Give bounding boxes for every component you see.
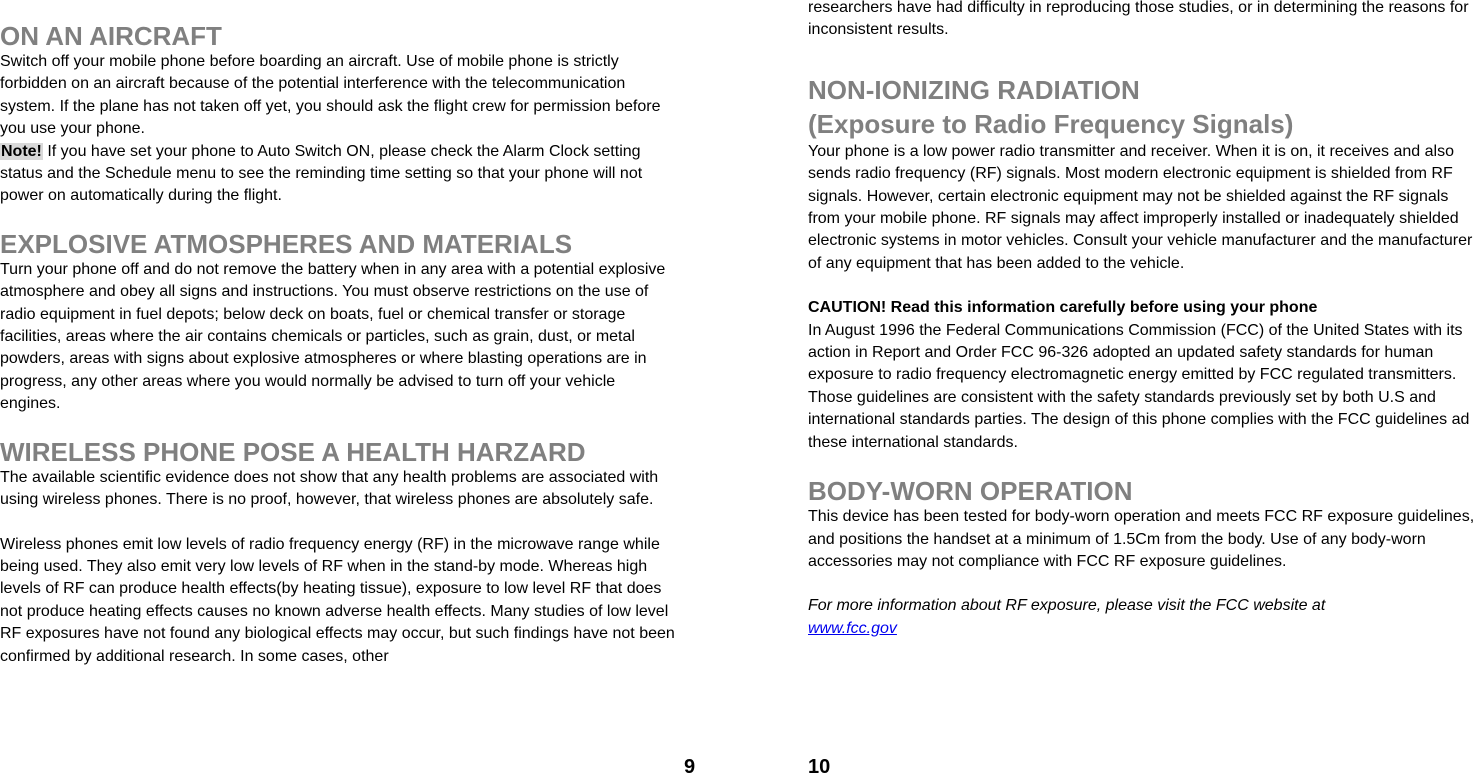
explosive-paragraph: Turn your phone off and do not remove the battery when in any area with a potential explosive atmosphere and obey all signs and instructions. You must observe restrictions on the use of radio equipment in fuel depots; below deck on boats, fuel or chemical transfer or storage facilities, areas where the air contains chemicals or particles, such as grain, dust, or metal powders, areas with signs about explosive atmospheres or where blasting operations are in progress, any other areas where you would normally be advised to turn off your vehicle engines.: [0, 260, 666, 413]
note-paragraph: [0, 141, 680, 208]
note-label: Note!: [1, 142, 42, 160]
caution-paragraph: In August 1996 the Federal Communications Commission (FCC) of the United States with its action in Report and Order FCC 96-326 adopted an updated safety standards for human exposure to radio frequency electromagnetic energy emitted by FCC regulated transmitters. Those guidelines are consistent with the safety standards previously set by both U.S and international standards parties. The design of this phone complies with the FCC guidelines ad these international standards.: [808, 321, 1470, 451]
page-number-left: 9: [684, 756, 696, 778]
right-page: [808, 0, 1481, 640]
nonionizing-paragraph: Your phone is a low power radio transmitter and receiver. When it is on, it receives and also sends radio frequency (RF) signals. Most modern electronic equipment is shielded from RF signals. However, certain electronic equipment may not be shielded against the RF signals from your mobile phone. RF signals may affect improperly installed or inadequately shielded electronic systems in motor vehicles. Consult your vehicle manufacturer and the manufacturer of any equipment that has been added to the vehicle.: [808, 142, 1473, 272]
more-info-text: For more information about RF exposure, please visit the FCC website at: [808, 597, 1326, 615]
bodyworn-heading: BODY-WORN OPERATION: [808, 476, 1133, 507]
aircraft-paragraph: Switch off your mobile phone before boarding an aircraft. Use of mobile phone is strictly forbidden on an aircraft because of the potential interference with the telecommunication system. If the plane has not taken off yet, you should ask the flight crew for permission before you use your phone.: [0, 53, 661, 138]
health-paragraph-2: Wireless phones emit low levels of radio frequency energy (RF) in the microwave range while being used. They also emit very low levels of RF when in the stand-by mode. Whereas high levels of RF can produce health effects(by heating tissue), exposure to low level RF that does not produce heating effects causes no known adverse health effects. Many studies of low level RF exposures have not found any biological effects may occur, but such findings have not been confirmed by additional research. In some cases, other: [0, 535, 675, 665]
left-page: [0, 0, 680, 668]
nonionizing-subheading: (Exposure to Radio Frequency Signals): [808, 108, 1294, 139]
more-info-paragraph: [808, 595, 1481, 640]
nonionizing-heading: NON-IONIZING RADIATION: [808, 74, 1140, 105]
note-text: If you have set your phone to Auto Switch ON, please check the Alarm Clock setting status and the Schedule menu to see the reminding time setting so that your phone will not power on automatically during the flight.: [0, 142, 643, 205]
page-number-right: 10: [808, 756, 831, 778]
caution-heading: CAUTION! Read this information carefully before using your phone: [808, 299, 1318, 317]
aircraft-heading: ON AN AIRCRAFT: [0, 21, 222, 51]
health-heading: WIRELESS PHONE POSE A HEALTH HARZARD: [0, 436, 586, 467]
continued-paragraph: researchers have had difficulty in reproducing those studies, or in determining the reasons for inconsistent results.: [808, 0, 1469, 39]
explosive-heading: EXPLOSIVE ATMOSPHERES AND MATERIALS: [0, 228, 573, 259]
bodyworn-paragraph: This device has been tested for body-worn operation and meets FCC RF exposure guidelines, and positions the handset at a minimum of 1.5Cm from the body. Use of any body-worn accessories may not compliance with FCC RF exposure guidelines.: [808, 508, 1475, 570]
fcc-website-link[interactable]: www.fcc.gov: [808, 619, 897, 637]
health-paragraph-1: The available scientific evidence does not show that any health problems are associated with using wireless phones. There is no proof, however, that wireless phones are absolutely safe.: [0, 468, 659, 509]
